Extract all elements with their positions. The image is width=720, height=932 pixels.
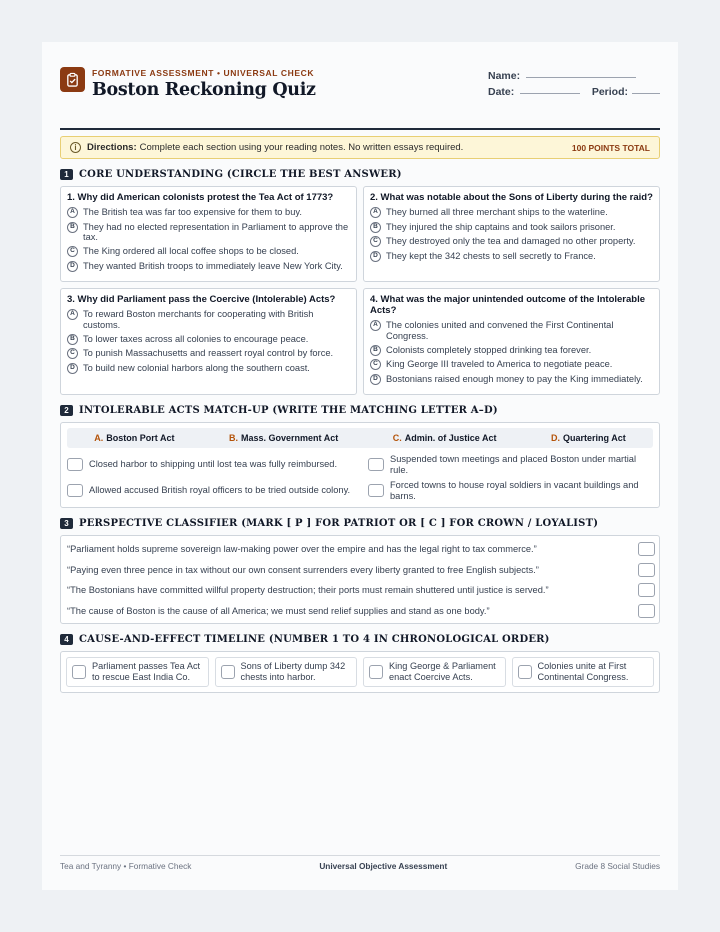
matchup-item: [368, 453, 653, 476]
option-letter-circle[interactable]: A: [67, 309, 78, 320]
option-letter-circle[interactable]: A: [370, 207, 381, 218]
question-text: 1. Why did American colonists protest the Tea Act of 1773?: [67, 192, 334, 203]
matchup-text: Suspended town meetings and placed Boston under martial rule.: [390, 453, 637, 475]
option-letter-circle[interactable]: C: [67, 348, 78, 359]
quote-row: [67, 580, 655, 601]
option-text: Bostonians raised enough money to pay the King immediately.: [386, 373, 643, 384]
points-total: 100 POINTS TOTAL: [571, 142, 650, 153]
section-3-header: [60, 516, 660, 530]
period-field[interactable]: [632, 93, 660, 94]
act-key-item: [393, 433, 497, 443]
section-title: PERSPECTIVE CLASSIFIER (MARK [ P ] FOR PATRIOT OR [ C ] FOR CROWN / LOYALIST): [79, 517, 599, 529]
info-icon: i: [70, 142, 81, 153]
answer-option[interactable]: [67, 334, 350, 345]
quote-row: [67, 601, 655, 622]
option-text: King George III traveled to America to negotiate peace.: [386, 359, 613, 369]
directions-label: Directions:: [87, 142, 137, 153]
answer-option[interactable]: [67, 309, 350, 330]
kicker: FORMATIVE ASSESSMENT • UNIVERSAL CHECK: [92, 68, 315, 78]
option-text: Colonists completely stopped drinking tea forever.: [386, 344, 592, 355]
section-number: 4: [60, 634, 73, 645]
section-title: CAUSE-AND-EFFECT TIMELINE (NUMBER 1 TO 4 IN CHRONOLOGICAL ORDER): [79, 633, 550, 645]
matchup-item: [368, 479, 653, 502]
answer-box[interactable]: [638, 604, 655, 618]
matchup-item: [67, 479, 352, 502]
answer-box[interactable]: [638, 583, 655, 597]
timeline-event: [215, 657, 358, 687]
answer-box[interactable]: [67, 458, 83, 471]
option-text: The King ordered all local coffee shops to be closed.: [83, 246, 299, 256]
answer-option[interactable]: [370, 374, 653, 385]
option-text: They injured the ship captains and took sailors prisoner.: [386, 221, 616, 232]
act-letter: C.: [392, 433, 402, 443]
period-label: Period:: [591, 86, 628, 98]
question-text: 4. What was the major unintended outcome of the Intolerable Acts?: [370, 294, 645, 316]
order-box[interactable]: [221, 665, 235, 679]
question-grid: [60, 186, 660, 395]
answer-option[interactable]: [370, 320, 653, 341]
question-card: [60, 288, 357, 395]
answer-option[interactable]: [370, 207, 653, 218]
matchup-box: [60, 422, 660, 508]
section-4-header: [60, 632, 660, 646]
quote-text: “Parliament holds supreme sovereign law-making power over the empire and has the legal right to tax commerce.”: [67, 544, 537, 555]
matchup-item: [67, 453, 352, 476]
option-letter-circle[interactable]: C: [370, 359, 381, 370]
acts-key: [67, 428, 653, 448]
section-title: CORE UNDERSTANDING (CIRCLE THE BEST ANSWER): [79, 168, 402, 180]
date-field[interactable]: [520, 93, 580, 94]
act-letter: D.: [551, 433, 561, 443]
answer-option[interactable]: [370, 251, 653, 262]
matchup-text: Closed harbor to shipping until lost tea was fully reimbursed.: [89, 459, 338, 469]
option-letter-circle[interactable]: B: [370, 345, 381, 356]
act-name: Admin. of Justice Act: [404, 433, 497, 443]
option-letter-circle[interactable]: D: [370, 374, 381, 385]
timeline-event: [512, 657, 655, 687]
answer-option[interactable]: [67, 261, 350, 272]
question-text: 3. Why did Parliament pass the Coercive (Intolerable) Acts?: [67, 294, 336, 305]
student-info: [488, 66, 660, 98]
quote-text: “Paying even three pence in tax without our own consent surrenders every liberty granted to free English subjects.”: [67, 564, 539, 575]
footer-left: Tea and Tyranny • Formative Check: [60, 861, 192, 871]
option-text: They burned all three merchant ships to the waterline.: [386, 207, 608, 217]
matchup-text: Forced towns to house royal soldiers in vacant buildings and barns.: [390, 479, 639, 501]
quote-row: [67, 560, 655, 581]
answer-option[interactable]: [370, 345, 653, 356]
answer-option[interactable]: [67, 222, 350, 243]
name-field[interactable]: [526, 77, 636, 78]
timeline-event: [66, 657, 209, 687]
date-label: Date:: [488, 86, 515, 98]
option-letter-circle[interactable]: B: [370, 222, 381, 233]
footer-right: Grade 8 Social Studies: [575, 861, 660, 871]
option-text: The colonies united and convened the First Continental Congress.: [386, 320, 614, 341]
brand: [60, 66, 316, 100]
event-text: Sons of Liberty dump 342 chests into harbor.: [240, 661, 346, 682]
section-title: INTOLERABLE ACTS MATCH-UP (WRITE THE MATCHING LETTER A–D): [79, 404, 498, 416]
option-letter-circle[interactable]: C: [67, 246, 78, 257]
worksheet-page: [42, 42, 678, 890]
act-name: Quartering Act: [563, 433, 626, 443]
option-text: To lower taxes across all colonies to encourage peace.: [83, 333, 309, 344]
order-box[interactable]: [518, 665, 532, 679]
name-label: Name:: [488, 70, 521, 82]
section-number: 1: [60, 169, 73, 180]
section-1-header: [60, 167, 660, 181]
option-text: To reward Boston merchants for cooperating with British customs.: [83, 309, 314, 330]
matchup-text: Allowed accused British royal officers to be tried outside colony.: [89, 485, 351, 495]
section-number: 2: [60, 405, 73, 416]
classifier-box: [60, 535, 660, 624]
order-box[interactable]: [72, 665, 86, 679]
quote-text: “The cause of Boston is the cause of all America; we must send relief supplies and stand as one body.”: [67, 605, 490, 616]
option-letter-circle[interactable]: D: [370, 251, 381, 262]
quote-text: “The Bostonians have committed willful property destruction; their ports must remain shuttered until justice is served.”: [67, 585, 549, 596]
clipboard-icon: [60, 67, 85, 92]
page-title: Boston Reckoning Quiz: [92, 80, 316, 100]
timeline-event: [363, 657, 506, 687]
footer: [60, 855, 660, 871]
answer-box[interactable]: [67, 484, 83, 497]
directions-text: Complete each section using your reading notes. No written essays required.: [139, 142, 464, 153]
option-text: They wanted British troops to immediately leave New York City.: [83, 260, 343, 271]
event-text: Colonies unite at First Continental Congress.: [537, 661, 629, 682]
header: [60, 66, 660, 130]
option-letter-circle[interactable]: C: [370, 236, 381, 247]
act-letter: A.: [94, 433, 104, 443]
directions-banner: [60, 136, 660, 159]
answer-box[interactable]: [638, 542, 655, 556]
order-box[interactable]: [369, 665, 383, 679]
act-name: Boston Port Act: [106, 433, 175, 443]
event-text: Parliament passes Tea Act to rescue East India Co.: [92, 661, 201, 682]
answer-option[interactable]: [370, 222, 653, 233]
option-text: The British tea was far too expensive for them to buy.: [83, 207, 302, 217]
option-text: To build new colonial harbors along the southern coast.: [83, 362, 310, 373]
option-letter-circle[interactable]: A: [67, 207, 78, 218]
answer-option[interactable]: [370, 359, 653, 370]
act-letter: B.: [229, 433, 239, 443]
question-card: [60, 186, 357, 282]
answer-option[interactable]: [67, 363, 350, 374]
answer-option[interactable]: [67, 246, 350, 257]
option-text: They had no elected representation in Parliament to approve the tax.: [83, 221, 349, 242]
answer-option[interactable]: [370, 236, 653, 247]
option-letter-circle[interactable]: B: [67, 222, 78, 233]
question-card: [363, 186, 660, 282]
option-letter-circle[interactable]: D: [67, 261, 78, 272]
quote-row: [67, 539, 655, 560]
act-key-item: [229, 433, 338, 443]
event-text: King George & Parliament enact Coercive Acts.: [389, 661, 496, 682]
timeline-box: [60, 651, 660, 693]
option-letter-circle[interactable]: A: [370, 320, 381, 331]
option-letter-circle[interactable]: D: [67, 363, 78, 374]
question-text: 2. What was notable about the Sons of Liberty during the raid?: [370, 192, 653, 203]
act-key-item: [94, 433, 174, 443]
footer-center: Universal Objective Assessment: [319, 861, 448, 871]
question-card: [363, 288, 660, 395]
act-name: Mass. Government Act: [241, 433, 339, 443]
option-letter-circle[interactable]: B: [67, 334, 78, 345]
answer-box[interactable]: [368, 484, 384, 497]
answer-box[interactable]: [368, 458, 384, 471]
answer-option[interactable]: [67, 207, 350, 218]
option-text: They destroyed only the tea and damaged no other property.: [386, 236, 636, 246]
matchup-items: [67, 453, 653, 502]
section-2-header: [60, 403, 660, 417]
answer-option[interactable]: [67, 348, 350, 359]
option-text: To punish Massachusetts and reassert royal control by force.: [83, 348, 334, 358]
answer-box[interactable]: [638, 563, 655, 577]
section-number: 3: [60, 518, 73, 529]
option-text: They kept the 342 chests to sell secretly to France.: [386, 250, 596, 261]
act-key-item: [551, 433, 626, 443]
